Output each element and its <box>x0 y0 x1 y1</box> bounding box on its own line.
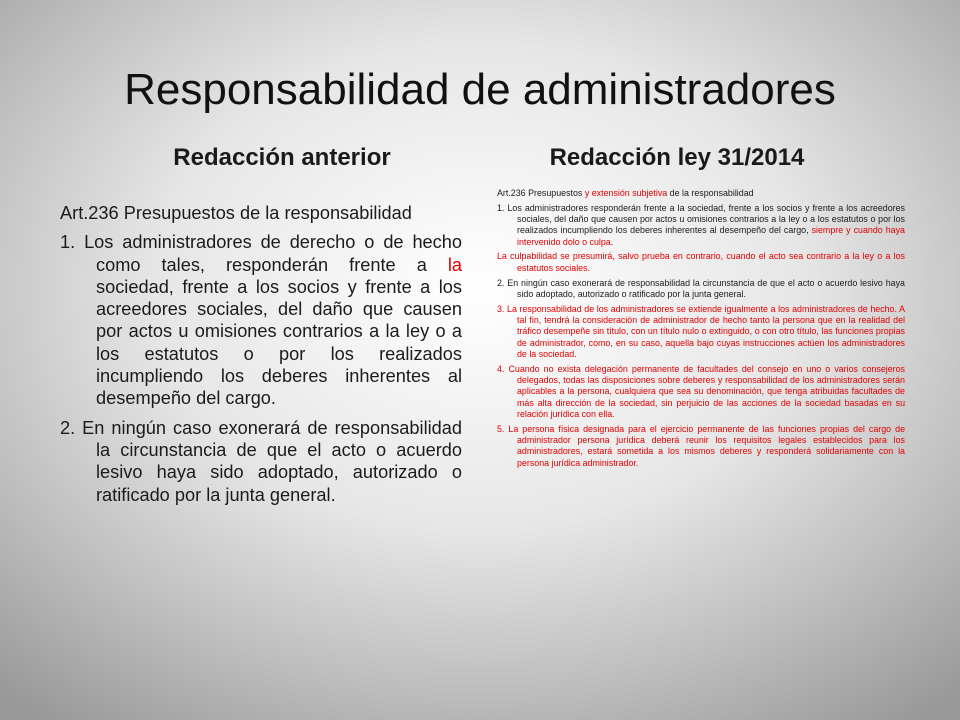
new-text-column <box>497 188 905 472</box>
highlighted-word: la <box>447 254 462 275</box>
previous-text-column <box>60 202 462 513</box>
right-paragraph-3: 3. La responsabilidad de los administradores se extiende igualmente a los administradores de hecho. A tal fin, tendrá la consideración de administrador de hecho tanto la persona que en la realidad del tráfico desempeñe sin título, con un título nulo o extinguido, o con otro título, las funciones propias de administrador, como, en su caso, aquella bajo cuyas instrucciones actúen los administradores de la sociedad. <box>497 303 905 359</box>
left-article-heading: Art.236 Presupuestos de la responsabilidad <box>60 203 412 223</box>
right-paragraph-5: 5. La persona física designada para el ejercicio permanente de las funciones propias del cargo de administrador persona jurídica deberá reunir los requisitos legales establecidos para los administradores, estará sometida a los mismos deberes y responderá solidariamente con la persona jurídica administrador. <box>497 423 905 468</box>
left-paragraph-2: 2. En ningún caso exonerará de responsabilidad la circunstancia de que el acto o acuerdo lesivo haya sido adoptado, autorizado o ratificado por la junta general. <box>60 417 462 505</box>
right-paragraph-2: 2. En ningún caso exonerará de responsabilidad la circunstancia de que el acto o acuerdo lesivo haya sido adoptado, autorizado o ratificado por la junta general. <box>497 277 905 299</box>
slide-title: Responsabilidad de administradores <box>124 65 836 114</box>
right-paragraph-1: 1. Los administradores responderán frente a la sociedad, frente a los socios y frente a los acreedores sociales, del daño que causen por actos u omisiones contrarios a la ley o a los estatutos o por los realizados incumpliendo los deberes inherentes al desempeño del cargo, siempre y cuando haya intervenido dolo o culpa. <box>497 202 905 247</box>
right-column-heading: Redacción ley 31/2014 <box>549 144 805 171</box>
left-paragraph-1: 1. Los administradores de derecho o de hecho como tales, responderán frente a la sociedad, frente a los socios y frente a los acreedores sociales, del daño que causen por actos u omisiones contrarios a la ley o a los estatutos o por los realizados incumpliendo los deberes inherentes al desempeño del cargo. <box>60 232 462 409</box>
highlighted-text: y extensión subjetiva <box>584 188 668 198</box>
left-column-heading: Redacción anterior <box>173 144 391 171</box>
highlighted-text: siempre y cuando haya intervenido dolo o culpa <box>517 225 905 247</box>
right-paragraph-culpability: La culpabilidad se presumirá, salvo prueba en contrario, cuando el acto sea contrario a la ley o a los estatutos sociales. <box>497 251 905 273</box>
right-article-heading: Art.236 Presupuestos y extensión subjetiva de la responsabilidad <box>497 188 754 198</box>
right-paragraph-4: 4. Cuando no exista delegación permanente de facultades del consejo en uno o varios consejeros delegados, todas las disposiciones sobre deberes y responsabilidad de los administradores serán aplicables a la persona, cualquiera que sea su denominación, que tenga atribuidas facultades de más alta dirección de la sociedad, sin perjuicio de las acciones de la sociedad basadas en su relación jurídica con ella. <box>497 363 905 419</box>
